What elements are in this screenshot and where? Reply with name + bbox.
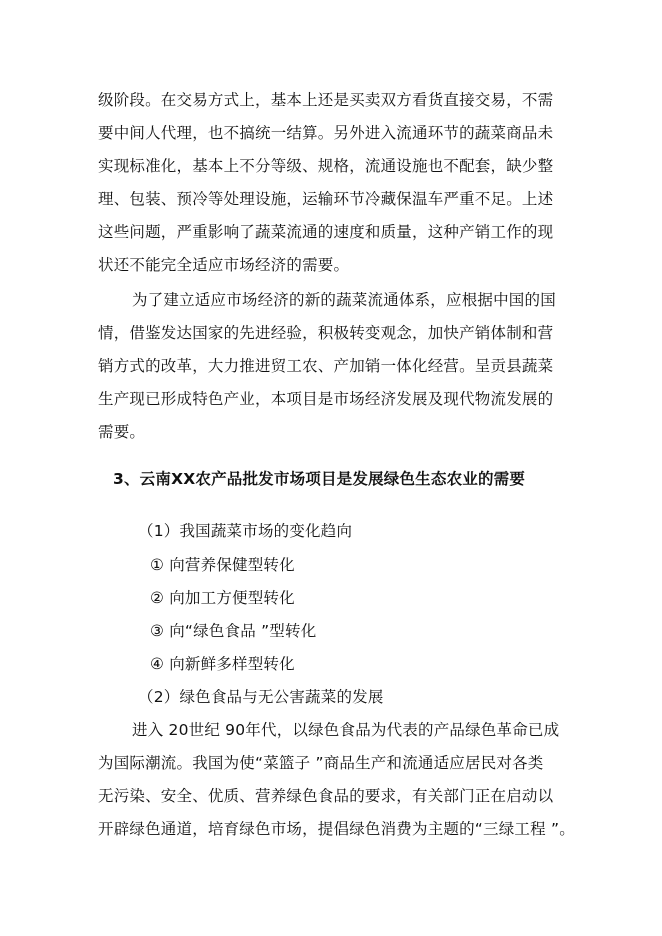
- section-heading: 3、云南XX农产品批发市场项目是发展绿色生态农业的需要: [113, 470, 526, 488]
- paragraph3-line: 进入 20世纪 90年代，以绿色食品为代表的产品绿色革命已成: [132, 721, 560, 739]
- subheading-1: （1）我国蔬菜市场的变化趋向: [138, 522, 353, 540]
- paragraph1-line: 这些问题，严重影响了蔬菜流通的速度和质量，这种产销工作的现: [98, 223, 554, 241]
- list-item: ① 向营养保健型转化: [150, 556, 295, 574]
- paragraph1-line: 要中间人代理，也不搞统一结算。另外进入流通环节的蔬菜商品未: [98, 124, 554, 142]
- paragraph1-line: 状还不能完全适应市场经济的需要。: [98, 256, 350, 274]
- list-item: ③ 向“绿色食品 ”型转化: [150, 622, 317, 640]
- paragraph2-line: 为了建立适应市场经济的新的蔬菜流通体系，应根据中国的国: [132, 291, 556, 309]
- paragraph1-line: 级阶段。在交易方式上，基本上还是买卖双方看货直接交易，不需: [98, 91, 554, 109]
- list-item: ② 向加工方便型转化: [150, 589, 295, 607]
- paragraph3-line: 为国际潮流。我国为使“菜篮子 ”商品生产和流通适应居民对各类: [98, 754, 544, 772]
- paragraph1-line: 实现标准化，基本上不分等级、规格，流通设施也不配套，缺少整: [98, 157, 554, 175]
- paragraph3-line: 无污染、安全、优质、营养绿色食品的要求，有关部门正在启动以: [98, 787, 554, 805]
- paragraph3-line: 开辟绿色通道，培育绿色市场，提倡绿色消费为主题的“三绿工程 ”。: [98, 820, 575, 838]
- subheading-2: （2）绿色食品与无公害蔬菜的发展: [138, 688, 384, 706]
- paragraph1-line: 理、包装、预冷等处理设施，运输环节冷藏保温车严重不足。上述: [98, 190, 554, 208]
- list-item: ④ 向新鲜多样型转化: [150, 655, 295, 673]
- paragraph2-line: 需要。: [98, 423, 146, 441]
- paragraph2-line: 生产现已形成特色产业，本项目是市场经济发展及现代物流发展的: [98, 390, 554, 408]
- paragraph2-line: 销方式的改革，大力推进贸工农、产加销一体化经营。呈贡县蔬菜: [98, 357, 554, 375]
- paragraph2-line: 情，借鉴发达国家的先进经验，积极转变观念，加快产销体制和营: [98, 324, 554, 342]
